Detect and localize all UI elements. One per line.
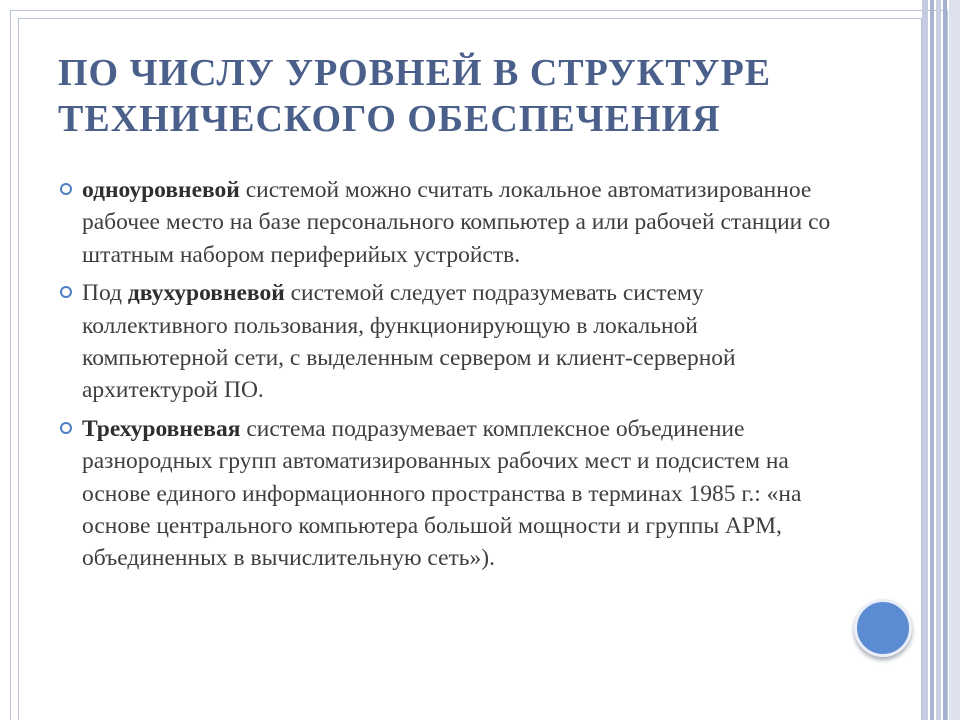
list-item <box>60 277 840 407</box>
stripe <box>922 0 928 720</box>
item-text: системой можно считать локальное автоматизированное рабочее место на базе персонального компьютер а или рабочей станции со штатным набором периферийых устройств. <box>82 177 831 268</box>
item-bold-term: одноуровневой <box>82 177 240 203</box>
hollow-circle-icon <box>60 422 72 434</box>
stripe <box>930 0 934 720</box>
decorative-stripes <box>922 0 960 720</box>
item-text: системой следует подразумевать систему коллективного пользования, функционирующую в локальной компьютерной сети, с выделенным сервером и клиент-серверной архитектурой ПО. <box>82 280 736 404</box>
item-text: система подразумевает комплексное объединение разнородных групп автоматизированных рабочих мест и подсистем на основе единого информационного пространства в терминах 1985 г.: «на основе центрального компьютера большой мощности и группы АРМ, объединенных в вычислительную сеть»). <box>82 415 802 572</box>
slide-content <box>60 174 840 581</box>
hollow-circle-icon <box>60 183 72 195</box>
list-item <box>60 413 840 575</box>
stripe <box>936 0 941 720</box>
circle-button-icon[interactable] <box>854 599 912 657</box>
stripe <box>949 0 960 720</box>
list-item <box>60 174 840 271</box>
item-bold-term: двухуровневой <box>127 280 285 307</box>
hollow-circle-icon <box>60 286 72 298</box>
item-lead: Под <box>82 280 128 307</box>
item-bold-term: Трехуровневая <box>82 415 241 442</box>
stripe <box>943 0 947 720</box>
slide-title: ПО ЧИСЛУ УРОВНЕЙ В СТРУКТУРЕ ТЕХНИЧЕСКОГО ОБЕСПЕЧЕНИЯ <box>58 52 772 140</box>
